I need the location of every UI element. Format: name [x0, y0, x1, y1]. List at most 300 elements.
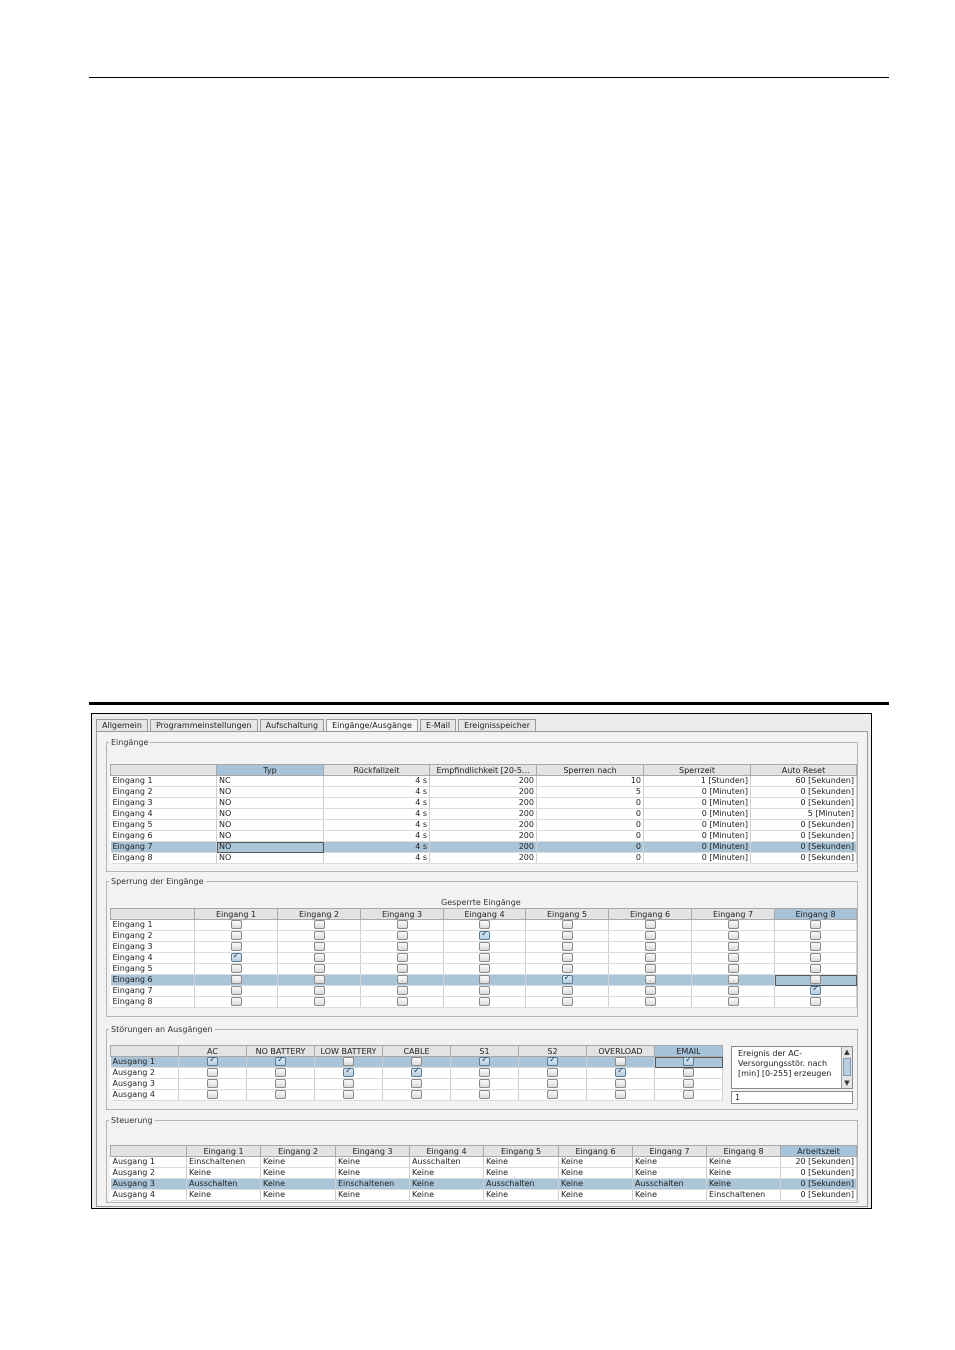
sperrzeit-cell[interactable]: 0 [Minuten] [644, 798, 751, 809]
column-header-arbeitszeit[interactable]: Arbeitszeit [781, 1146, 857, 1157]
lock-cell[interactable] [444, 920, 526, 931]
tab-aufschaltung[interactable]: Aufschaltung [260, 719, 324, 731]
column-header-sperren-nach[interactable]: Sperren nach [537, 765, 644, 776]
checkbox-checked[interactable] [615, 1068, 626, 1077]
lock-cell[interactable] [195, 942, 278, 953]
checkbox[interactable] [397, 942, 408, 951]
lock-cell[interactable] [444, 997, 526, 1008]
fault-cell[interactable] [451, 1068, 519, 1079]
checkbox[interactable] [728, 986, 739, 995]
column-header-eingang-2[interactable]: Eingang 2 [261, 1146, 336, 1157]
lock-cell[interactable] [526, 931, 609, 942]
checkbox[interactable] [562, 920, 573, 929]
checkbox[interactable] [645, 931, 656, 940]
lock-cell[interactable] [361, 931, 444, 942]
control-cell[interactable]: Ausschalten [484, 1179, 559, 1190]
control-cell[interactable]: Keine [261, 1179, 336, 1190]
table-row[interactable] [111, 1090, 723, 1101]
rueckfallzeit-cell[interactable]: 4 s [324, 820, 430, 831]
info-scrollbar[interactable] [841, 1047, 852, 1088]
lock-cell[interactable] [526, 964, 609, 975]
lock-cell[interactable] [775, 920, 857, 931]
checkbox[interactable] [231, 975, 242, 984]
column-header-s1[interactable]: S1 [451, 1046, 519, 1057]
checkbox[interactable] [231, 997, 242, 1006]
checkbox[interactable] [314, 975, 325, 984]
lock-cell[interactable] [609, 975, 692, 986]
rueckfallzeit-cell[interactable]: 4 s [324, 809, 430, 820]
typ-cell[interactable]: NO [217, 842, 324, 853]
control-cell[interactable]: Keine [484, 1157, 559, 1168]
lock-cell[interactable] [444, 964, 526, 975]
column-header-overload[interactable]: OVERLOAD [587, 1046, 655, 1057]
checkbox-checked[interactable] [479, 1057, 490, 1066]
checkbox[interactable] [562, 997, 573, 1006]
lock-cell[interactable] [444, 986, 526, 997]
checkbox[interactable] [275, 1079, 286, 1088]
checkbox[interactable] [562, 953, 573, 962]
control-cell[interactable]: Keine [633, 1190, 707, 1201]
typ-cell[interactable]: NO [217, 831, 324, 842]
column-header[interactable] [111, 1146, 187, 1157]
checkbox[interactable] [479, 986, 490, 995]
arbeitszeit-cell[interactable]: 0 [Sekunden] [781, 1168, 857, 1179]
checkbox[interactable] [810, 975, 821, 984]
auto-reset-cell[interactable]: 0 [Sekunden] [751, 831, 857, 842]
lock-cell[interactable] [195, 953, 278, 964]
rueckfallzeit-cell[interactable]: 4 s [324, 776, 430, 787]
checkbox-checked[interactable] [207, 1057, 218, 1066]
control-cell[interactable]: Keine [261, 1157, 336, 1168]
checkbox[interactable] [683, 1068, 694, 1077]
checkbox[interactable] [479, 920, 490, 929]
control-cell[interactable]: Keine [410, 1190, 484, 1201]
typ-cell[interactable]: NO [217, 798, 324, 809]
column-header[interactable] [111, 765, 217, 776]
checkbox[interactable] [562, 986, 573, 995]
fault-cell[interactable] [179, 1057, 247, 1068]
fault-cell[interactable] [315, 1090, 383, 1101]
checkbox-checked[interactable] [683, 1057, 694, 1066]
column-header-eingang-3[interactable]: Eingang 3 [361, 909, 444, 920]
lock-cell[interactable] [361, 920, 444, 931]
lock-cell[interactable] [692, 975, 775, 986]
lock-cell[interactable] [278, 942, 361, 953]
checkbox[interactable] [231, 920, 242, 929]
fault-cell[interactable] [451, 1079, 519, 1090]
lock-cell[interactable] [692, 953, 775, 964]
lock-cell[interactable] [775, 964, 857, 975]
table-row[interactable] [111, 931, 857, 942]
control-cell[interactable]: Keine [410, 1179, 484, 1190]
column-header-eingang-8[interactable]: Eingang 8 [707, 1146, 781, 1157]
lock-cell[interactable] [526, 997, 609, 1008]
typ-cell[interactable]: NO [217, 787, 324, 798]
lock-cell[interactable] [692, 997, 775, 1008]
control-cell[interactable]: Einschaltenen [707, 1190, 781, 1201]
checkbox[interactable] [547, 1079, 558, 1088]
lock-cell[interactable] [195, 920, 278, 931]
tab-ereignisspeicher[interactable]: Ereignisspeicher [458, 719, 536, 731]
checkbox-checked[interactable] [275, 1057, 286, 1066]
lock-cell[interactable] [775, 975, 857, 986]
sperrzeit-cell[interactable]: 0 [Minuten] [644, 831, 751, 842]
lock-cell[interactable] [361, 997, 444, 1008]
lock-cell[interactable] [195, 986, 278, 997]
table-row[interactable] [111, 831, 857, 842]
checkbox[interactable] [231, 942, 242, 951]
lock-cell[interactable] [526, 953, 609, 964]
checkbox-checked[interactable] [547, 1057, 558, 1066]
control-cell[interactable]: Keine [187, 1190, 261, 1201]
table-row[interactable] [111, 842, 857, 853]
rueckfallzeit-cell[interactable]: 4 s [324, 853, 430, 864]
faults-table[interactable] [110, 1045, 723, 1101]
column-header-low-battery[interactable]: LOW BATTERY [315, 1046, 383, 1057]
checkbox[interactable] [411, 1090, 422, 1099]
column-header-typ[interactable]: Typ [217, 765, 324, 776]
sperren-nach-cell[interactable]: 0 [537, 842, 644, 853]
fault-cell[interactable] [587, 1090, 655, 1101]
lock-cell[interactable] [609, 997, 692, 1008]
column-header[interactable] [111, 909, 195, 920]
lock-cell[interactable] [361, 964, 444, 975]
checkbox[interactable] [645, 942, 656, 951]
column-header-rueckfallzeit[interactable]: Rückfallzeit [324, 765, 430, 776]
lock-cell[interactable] [361, 953, 444, 964]
table-row[interactable] [111, 820, 857, 831]
sperren-nach-cell[interactable]: 10 [537, 776, 644, 787]
control-cell[interactable]: Keine [559, 1168, 633, 1179]
table-row[interactable] [111, 787, 857, 798]
control-cell[interactable]: Keine [187, 1168, 261, 1179]
checkbox[interactable] [479, 1079, 490, 1088]
checkbox[interactable] [479, 1090, 490, 1099]
fault-cell[interactable] [655, 1057, 723, 1068]
lock-cell[interactable] [692, 920, 775, 931]
fault-cell[interactable] [519, 1068, 587, 1079]
lock-cell[interactable] [444, 953, 526, 964]
fault-cell[interactable] [383, 1057, 451, 1068]
auto-reset-cell[interactable]: 0 [Sekunden] [751, 853, 857, 864]
checkbox[interactable] [207, 1090, 218, 1099]
fault-cell[interactable] [655, 1068, 723, 1079]
empfindlichkeit-cell[interactable]: 200 [430, 809, 537, 820]
sperrzeit-cell[interactable]: 1 [Stunden] [644, 776, 751, 787]
checkbox[interactable] [728, 997, 739, 1006]
checkbox[interactable] [683, 1079, 694, 1088]
table-row[interactable] [111, 975, 857, 986]
checkbox-checked[interactable] [343, 1068, 354, 1077]
checkbox-checked[interactable] [479, 931, 490, 940]
fault-cell[interactable] [519, 1090, 587, 1101]
fault-cell[interactable] [315, 1079, 383, 1090]
checkbox[interactable] [275, 1068, 286, 1077]
checkbox[interactable] [314, 953, 325, 962]
checkbox[interactable] [397, 986, 408, 995]
typ-cell[interactable]: NO [217, 809, 324, 820]
checkbox[interactable] [645, 953, 656, 962]
lock-cell[interactable] [775, 931, 857, 942]
table-row[interactable] [111, 1068, 723, 1079]
checkbox[interactable] [479, 997, 490, 1006]
table-row[interactable] [111, 1057, 723, 1068]
checkbox[interactable] [615, 1090, 626, 1099]
lock-cell[interactable] [361, 986, 444, 997]
control-cell[interactable]: Keine [410, 1168, 484, 1179]
auto-reset-cell[interactable]: 5 [Minuten] [751, 809, 857, 820]
auto-reset-cell[interactable]: 0 [Sekunden] [751, 787, 857, 798]
lock-cell[interactable] [692, 964, 775, 975]
column-header-eingang-4[interactable]: Eingang 4 [410, 1146, 484, 1157]
checkbox[interactable] [547, 1068, 558, 1077]
checkbox[interactable] [314, 931, 325, 940]
auto-reset-cell[interactable]: 0 [Sekunden] [751, 842, 857, 853]
fault-cell[interactable] [383, 1090, 451, 1101]
checkbox[interactable] [645, 964, 656, 973]
lock-cell[interactable] [775, 953, 857, 964]
checkbox[interactable] [810, 997, 821, 1006]
checkbox[interactable] [343, 1079, 354, 1088]
checkbox[interactable] [728, 964, 739, 973]
checkbox[interactable] [810, 931, 821, 940]
checkbox[interactable] [207, 1068, 218, 1077]
checkbox[interactable] [314, 920, 325, 929]
tab-programmeinstellungen[interactable]: Programmeinstellungen [150, 719, 258, 731]
checkbox[interactable] [231, 964, 242, 973]
table-row[interactable] [111, 1079, 723, 1090]
column-header-eingang-1[interactable]: Eingang 1 [187, 1146, 261, 1157]
checkbox[interactable] [810, 920, 821, 929]
table-row[interactable] [111, 1168, 857, 1179]
empfindlichkeit-cell[interactable]: 200 [430, 831, 537, 842]
checkbox[interactable] [314, 997, 325, 1006]
table-row[interactable] [111, 798, 857, 809]
fault-cell[interactable] [247, 1090, 315, 1101]
control-cell[interactable]: Keine [707, 1157, 781, 1168]
checkbox[interactable] [810, 942, 821, 951]
column-header-empfindlichkeit[interactable]: Empfindlichkeit [20-5... [430, 765, 537, 776]
fault-cell[interactable] [315, 1068, 383, 1079]
sperrzeit-cell[interactable]: 0 [Minuten] [644, 853, 751, 864]
fault-cell[interactable] [587, 1079, 655, 1090]
auto-reset-cell[interactable]: 0 [Sekunden] [751, 820, 857, 831]
control-table[interactable] [110, 1145, 857, 1201]
column-header-eingang-6[interactable]: Eingang 6 [559, 1146, 633, 1157]
table-row[interactable] [111, 1179, 857, 1190]
fault-cell[interactable] [383, 1068, 451, 1079]
auto-reset-cell[interactable]: 60 [Sekunden] [751, 776, 857, 787]
checkbox[interactable] [683, 1090, 694, 1099]
lock-cell[interactable] [609, 942, 692, 953]
lock-cell[interactable] [692, 931, 775, 942]
checkbox[interactable] [615, 1057, 626, 1066]
lock-cell[interactable] [692, 986, 775, 997]
checkbox[interactable] [397, 997, 408, 1006]
sperrzeit-cell[interactable]: 0 [Minuten] [644, 809, 751, 820]
column-header-auto-reset[interactable]: Auto Reset [751, 765, 857, 776]
table-row[interactable] [111, 920, 857, 931]
sperrzeit-cell[interactable]: 0 [Minuten] [644, 842, 751, 853]
column-header-eingang-5[interactable]: Eingang 5 [484, 1146, 559, 1157]
lock-cell[interactable] [444, 975, 526, 986]
checkbox[interactable] [411, 1079, 422, 1088]
control-cell[interactable]: Keine [559, 1157, 633, 1168]
checkbox[interactable] [397, 920, 408, 929]
control-cell[interactable]: Keine [559, 1179, 633, 1190]
control-cell[interactable]: Keine [336, 1168, 410, 1179]
column-header-eingang-6[interactable]: Eingang 6 [609, 909, 692, 920]
checkbox-checked[interactable] [411, 1068, 422, 1077]
checkbox[interactable] [479, 964, 490, 973]
checkbox[interactable] [479, 953, 490, 962]
lock-cell[interactable] [278, 920, 361, 931]
column-header[interactable] [111, 1046, 179, 1057]
checkbox-checked[interactable] [562, 975, 573, 984]
checkbox[interactable] [479, 975, 490, 984]
table-row[interactable] [111, 964, 857, 975]
lock-cell[interactable] [278, 964, 361, 975]
table-row[interactable] [111, 1157, 857, 1168]
lock-cell[interactable] [609, 964, 692, 975]
checkbox[interactable] [728, 920, 739, 929]
lock-cell[interactable] [195, 975, 278, 986]
sperrzeit-cell[interactable]: 0 [Minuten] [644, 820, 751, 831]
checkbox[interactable] [728, 975, 739, 984]
column-header-eingang-4[interactable]: Eingang 4 [444, 909, 526, 920]
lock-cell[interactable] [609, 986, 692, 997]
control-cell[interactable]: Keine [559, 1190, 633, 1201]
table-row[interactable] [111, 809, 857, 820]
scroll-down-icon[interactable]: ▼ [844, 1079, 850, 1087]
info-text-area[interactable] [731, 1046, 853, 1089]
table-row[interactable] [111, 853, 857, 864]
checkbox[interactable] [411, 1057, 422, 1066]
lock-cell[interactable] [609, 953, 692, 964]
control-cell[interactable]: Keine [261, 1190, 336, 1201]
column-header-cable[interactable]: CABLE [383, 1046, 451, 1057]
column-header-s2[interactable]: S2 [519, 1046, 587, 1057]
checkbox[interactable] [810, 953, 821, 962]
column-header-eingang-3[interactable]: Eingang 3 [336, 1146, 410, 1157]
fault-cell[interactable] [179, 1079, 247, 1090]
checkbox[interactable] [397, 964, 408, 973]
tab-eingaenge-ausgaenge[interactable]: Eingänge/Ausgänge [326, 719, 418, 732]
table-row[interactable] [111, 776, 857, 787]
fault-cell[interactable] [655, 1090, 723, 1101]
fault-cell[interactable] [587, 1068, 655, 1079]
control-cell[interactable]: Ausschalten [187, 1179, 261, 1190]
checkbox[interactable] [562, 964, 573, 973]
sperren-nach-cell[interactable]: 0 [537, 853, 644, 864]
table-row[interactable] [111, 1190, 857, 1201]
lock-cell[interactable] [609, 931, 692, 942]
fault-cell[interactable] [179, 1068, 247, 1079]
fault-cell[interactable] [247, 1057, 315, 1068]
column-header-eingang-2[interactable]: Eingang 2 [278, 909, 361, 920]
checkbox-checked[interactable] [810, 986, 821, 995]
control-cell[interactable]: Einschaltenen [336, 1179, 410, 1190]
checkbox[interactable] [397, 931, 408, 940]
table-row[interactable] [111, 953, 857, 964]
sperren-nach-cell[interactable]: 0 [537, 831, 644, 842]
checkbox[interactable] [314, 964, 325, 973]
arbeitszeit-cell[interactable]: 20 [Sekunden] [781, 1157, 857, 1168]
control-cell[interactable]: Keine [707, 1179, 781, 1190]
empfindlichkeit-cell[interactable]: 200 [430, 776, 537, 787]
control-cell[interactable]: Ausschalten [633, 1179, 707, 1190]
lock-cell[interactable] [278, 953, 361, 964]
column-header-eingang-7[interactable]: Eingang 7 [633, 1146, 707, 1157]
lock-cell[interactable] [278, 931, 361, 942]
table-row[interactable] [111, 942, 857, 953]
lock-cell[interactable] [692, 942, 775, 953]
column-header-sperrzeit[interactable]: Sperrzeit [644, 765, 751, 776]
lock-cell[interactable] [444, 942, 526, 953]
table-row[interactable] [111, 986, 857, 997]
empfindlichkeit-cell[interactable]: 200 [430, 853, 537, 864]
checkbox[interactable] [645, 975, 656, 984]
scroll-thumb[interactable] [843, 1058, 851, 1076]
checkbox[interactable] [562, 931, 573, 940]
lock-cell[interactable] [526, 942, 609, 953]
table-row[interactable] [111, 997, 857, 1008]
tab-email[interactable]: E-Mail [420, 719, 456, 731]
lock-cell[interactable] [195, 931, 278, 942]
control-cell[interactable]: Ausschalten [410, 1157, 484, 1168]
control-cell[interactable]: Einschaltenen [187, 1157, 261, 1168]
tab-allgemein[interactable]: Allgemein [96, 719, 148, 731]
lock-cell[interactable] [526, 975, 609, 986]
column-header-ac[interactable]: AC [179, 1046, 247, 1057]
checkbox[interactable] [314, 986, 325, 995]
lock-table[interactable] [110, 908, 857, 1008]
column-header-no-battery[interactable]: NO BATTERY [247, 1046, 315, 1057]
checkbox[interactable] [562, 942, 573, 951]
sperren-nach-cell[interactable]: 0 [537, 809, 644, 820]
checkbox[interactable] [645, 920, 656, 929]
lock-cell[interactable] [444, 931, 526, 942]
rueckfallzeit-cell[interactable]: 4 s [324, 787, 430, 798]
checkbox[interactable] [231, 931, 242, 940]
sperren-nach-cell[interactable]: 5 [537, 787, 644, 798]
checkbox[interactable] [479, 942, 490, 951]
fault-cell[interactable] [315, 1057, 383, 1068]
auto-reset-cell[interactable]: 0 [Sekunden] [751, 798, 857, 809]
sperren-nach-cell[interactable]: 0 [537, 820, 644, 831]
checkbox[interactable] [397, 975, 408, 984]
control-cell[interactable]: Keine [633, 1157, 707, 1168]
lock-cell[interactable] [361, 942, 444, 953]
lock-cell[interactable] [775, 997, 857, 1008]
control-cell[interactable]: Keine [336, 1157, 410, 1168]
scroll-up-icon[interactable]: ▲ [844, 1048, 850, 1056]
control-cell[interactable]: Keine [707, 1168, 781, 1179]
fault-cell[interactable] [519, 1079, 587, 1090]
empfindlichkeit-cell[interactable]: 200 [430, 842, 537, 853]
typ-cell[interactable]: NO [217, 820, 324, 831]
checkbox[interactable] [343, 1090, 354, 1099]
checkbox[interactable] [231, 986, 242, 995]
column-header-eingang-1[interactable]: Eingang 1 [195, 909, 278, 920]
control-cell[interactable]: Keine [633, 1168, 707, 1179]
control-cell[interactable]: Keine [336, 1190, 410, 1201]
lock-cell[interactable] [278, 986, 361, 997]
lock-cell[interactable] [775, 986, 857, 997]
lock-cell[interactable] [609, 920, 692, 931]
rueckfallzeit-cell[interactable]: 4 s [324, 798, 430, 809]
fault-cell[interactable] [587, 1057, 655, 1068]
